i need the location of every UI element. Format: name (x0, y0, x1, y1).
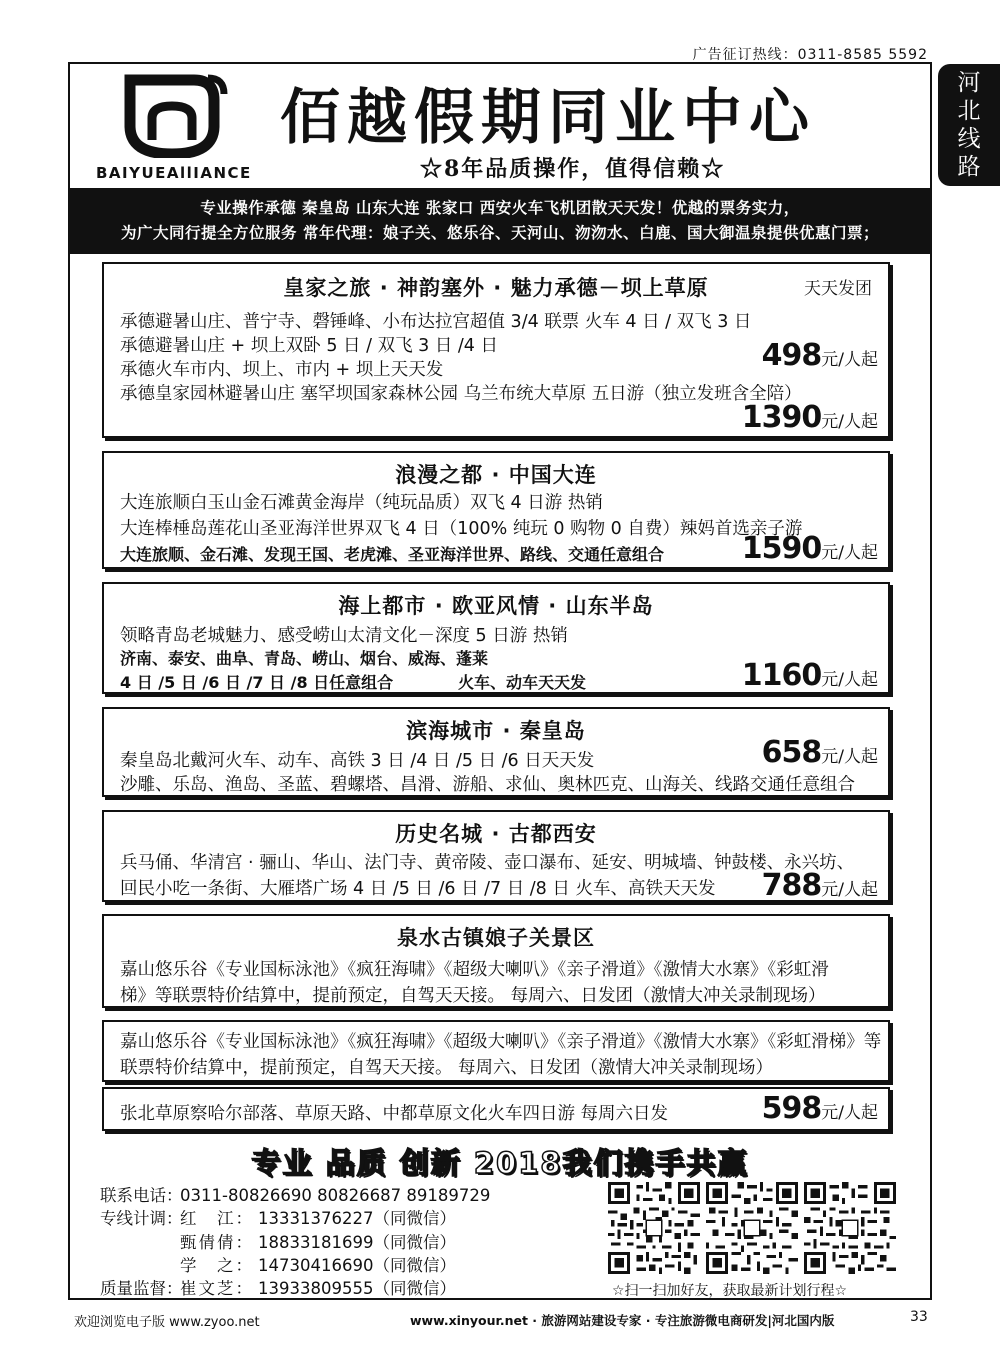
price-value: 1590 (741, 531, 822, 566)
contact-label: 专线计调： (100, 1209, 183, 1229)
tour-title: 皇家之旅 · 神韵塞外 · 魅力承德－坝上草原 (283, 276, 709, 300)
qr-code-icon (608, 1182, 700, 1274)
ad-hotline: 广告征订热线：0311-8585 5592 (692, 47, 928, 63)
tagline: ☆8年品质操作，值得信赖☆ (420, 156, 726, 182)
tour-line: 承德避暑山庄 + 坝上双卧 5 日 / 双飞 3 日 /4 日 (120, 336, 498, 356)
price-value: 1160 (741, 658, 822, 693)
staff-name: 甄倩倩： (180, 1232, 252, 1252)
baiyue-logo-icon (122, 74, 232, 158)
tour-line: 回民小吃一条街、大雁塔广场 4 日 /5 日 /6 日 /7 日 /8 日 火车、高铁天天发 (120, 879, 716, 899)
qr-code-icon (804, 1182, 896, 1274)
staff-phone: 13331376227（同微信） (258, 1209, 456, 1229)
side-tab-char: 北 (957, 98, 981, 124)
intro-band (70, 188, 930, 254)
tour-line: 4 日 /5 日 /6 日 /7 日 /8 日任意组合 (120, 673, 394, 692)
qr-code-3[interactable] (804, 1182, 896, 1278)
logo-wordmark: BAIYUEAllIANCE (96, 164, 252, 182)
qr-caption: ☆扫一扫加好友，获取最新计划行程☆ (612, 1283, 848, 1299)
tour-line: 大连旅顺白玉山金石滩黄金海岸（纯玩品质）双飞 4 日游 热销 (120, 493, 603, 513)
price-unit: 元/人起 (821, 880, 878, 900)
staff-phone: 13933809555（同微信） (258, 1279, 456, 1299)
tour-price (742, 531, 878, 566)
qr-code-icon (706, 1182, 798, 1274)
tour-box-shandong[interactable] (102, 582, 890, 694)
tour-line: 梯》等联票特价结算中，提前预定，自驾天天接。 每周六、日发团（激情大冲关录制现场） (120, 986, 826, 1006)
page-number: 33 (910, 1309, 928, 1325)
tour-line: 领略青岛老城魅力、感受崂山太清文化－深度 5 日游 热销 (120, 626, 568, 646)
footer-website-link[interactable]: 欢迎浏览电子版 www.zyoo.net (74, 1315, 260, 1330)
side-tab-char: 路 (957, 154, 981, 180)
qr-code-2[interactable] (706, 1182, 798, 1278)
tour-frequency: 天天发团 (804, 279, 872, 299)
price-unit: 元/人起 (821, 670, 878, 690)
tour-box-dalian[interactable] (102, 451, 890, 569)
qr-code-1[interactable] (608, 1182, 700, 1278)
price-unit: 元/人起 (821, 543, 878, 563)
contact-block (100, 1184, 490, 1300)
tour-price (762, 1091, 878, 1126)
tour-box-chengde[interactable] (102, 262, 890, 438)
intro-line: 专业操作承德 秦皇岛 山东大连 张家口 西安火车飞机团散天天发！优越的票务实力， (200, 199, 800, 217)
tour-line: 张北草原察哈尔部落、草原天路、中都草原文化火车四日游 每周六日发 (120, 1104, 669, 1124)
tour-price (742, 400, 878, 435)
tour-box-youlegu[interactable] (102, 1020, 890, 1082)
tour-box-niangziguan[interactable] (102, 914, 890, 1008)
tour-line: 大连棒棰岛莲花山圣亚海洋世界双飞 4 日（100% 纯玩 0 购物 0 自费）辣妈首选亲子游 (120, 519, 803, 539)
tour-price (762, 735, 878, 770)
tour-title: 浪漫之都 · 中国大连 (395, 463, 597, 487)
tour-line: 秦皇岛北戴河火车、动车、高铁 3 日 /4 日 /5 日 /6 日天天发 (120, 751, 595, 771)
price-value: 498 (761, 338, 822, 373)
tour-title: 泉水古镇娘子关景区 (397, 926, 595, 950)
tour-price (762, 868, 878, 903)
staff-name: 学 之： (180, 1255, 252, 1275)
staff-phone: 18833181699（同微信） (258, 1232, 456, 1252)
tour-line: 联票特价结算中，提前预定，自驾天天接。 每周六、日发团（激情大冲关录制现场） (120, 1058, 774, 1078)
price-unit: 元/人起 (821, 747, 878, 767)
staff-phone: 14730416690（同微信） (258, 1255, 456, 1275)
contact-label: 联系电话： (100, 1186, 183, 1205)
price-value: 788 (761, 868, 822, 903)
tour-line: 承德皇家园林避暑山庄 塞罕坝国家森林公园 乌兰布统大草原 五日游（独立发班含全陪） (120, 384, 802, 404)
tour-price (762, 338, 878, 373)
section-tab-hebei[interactable] (938, 64, 1000, 186)
tour-title: 历史名城 · 古都西安 (395, 822, 597, 846)
tour-line: 兵马俑、华清宫 · 骊山、华山、法门寺、黄帝陵、壶口瀑布、延安、明城墙、钟鼓楼、永兴坊、 (120, 853, 855, 873)
tour-line: 承德火车市内、坝上、市内 + 坝上天天发 (120, 360, 444, 380)
tour-line: 火车、动车天天发 (458, 673, 587, 692)
tour-line: 济南、泰安、曲阜、青岛、崂山、烟台、威海、蓬莱 (120, 649, 489, 668)
staff-name: 红 江： (180, 1209, 252, 1229)
tour-line: 沙雕、乐岛、渔岛、圣蓝、碧螺塔、昌滑、游船、求仙、奥林匹克、山海关、线路交通任意组合 (120, 775, 855, 795)
slogan: 专业 品质 创新 2018我们携手共赢 (251, 1146, 749, 1180)
price-value: 1390 (741, 400, 822, 435)
tour-box-zhangbei[interactable] (102, 1087, 890, 1131)
price-unit: 元/人起 (821, 1103, 878, 1123)
page-title: 佰越假期同业中心 (280, 83, 816, 153)
staff-name: 崔文芝： (180, 1279, 252, 1299)
price-value: 658 (761, 735, 822, 770)
footer-sponsor-link[interactable]: www.xinyour.net · 旅游网站建设专家 · 专注旅游微电商研发|河北国内版 (410, 1313, 835, 1328)
price-unit: 元/人起 (821, 350, 878, 370)
tour-line: 嘉山悠乐谷《专业国标泳池》《疯狂海啸》《超级大喇叭》《亲子滑道》《激情大水寨》《彩虹滑梯》等 (120, 1032, 882, 1052)
contact-phones: 0311-80826690 80826687 89189729 (180, 1186, 491, 1205)
price-unit: 元/人起 (821, 412, 878, 432)
intro-line: 为广大同行提全方位服务 常年代理：娘子关、悠乐谷、天河山、沕沕水、白鹿、国大御温泉提供优惠门票； (121, 224, 879, 242)
tour-line: 大连旅顺、金石滩、发现王国、老虎滩、圣亚海洋世界、路线、交通任意组合 (120, 545, 665, 564)
tour-title: 滨海城市 · 秦皇岛 (406, 719, 586, 743)
tour-title: 海上都市 · 欧亚风情 · 山东半岛 (338, 594, 654, 618)
tour-box-xian[interactable] (102, 810, 890, 902)
side-tab-char: 河 (957, 70, 981, 96)
contact-label: 质量监督： (100, 1279, 183, 1299)
tour-price (742, 658, 878, 693)
tour-box-qinhuangdao[interactable] (102, 707, 890, 797)
tour-line: 承德避暑山庄、普宁寺、磬锤峰、小布达拉宫超值 3/4 联票 火车 4 日 / 双飞 3 日 (120, 312, 752, 332)
side-tab-char: 线 (957, 126, 981, 152)
tour-line: 嘉山悠乐谷《专业国标泳池》《疯狂海啸》《超级大喇叭》《亲子滑道》《激情大水寨》《彩虹滑 (120, 960, 829, 980)
price-value: 598 (761, 1091, 822, 1126)
